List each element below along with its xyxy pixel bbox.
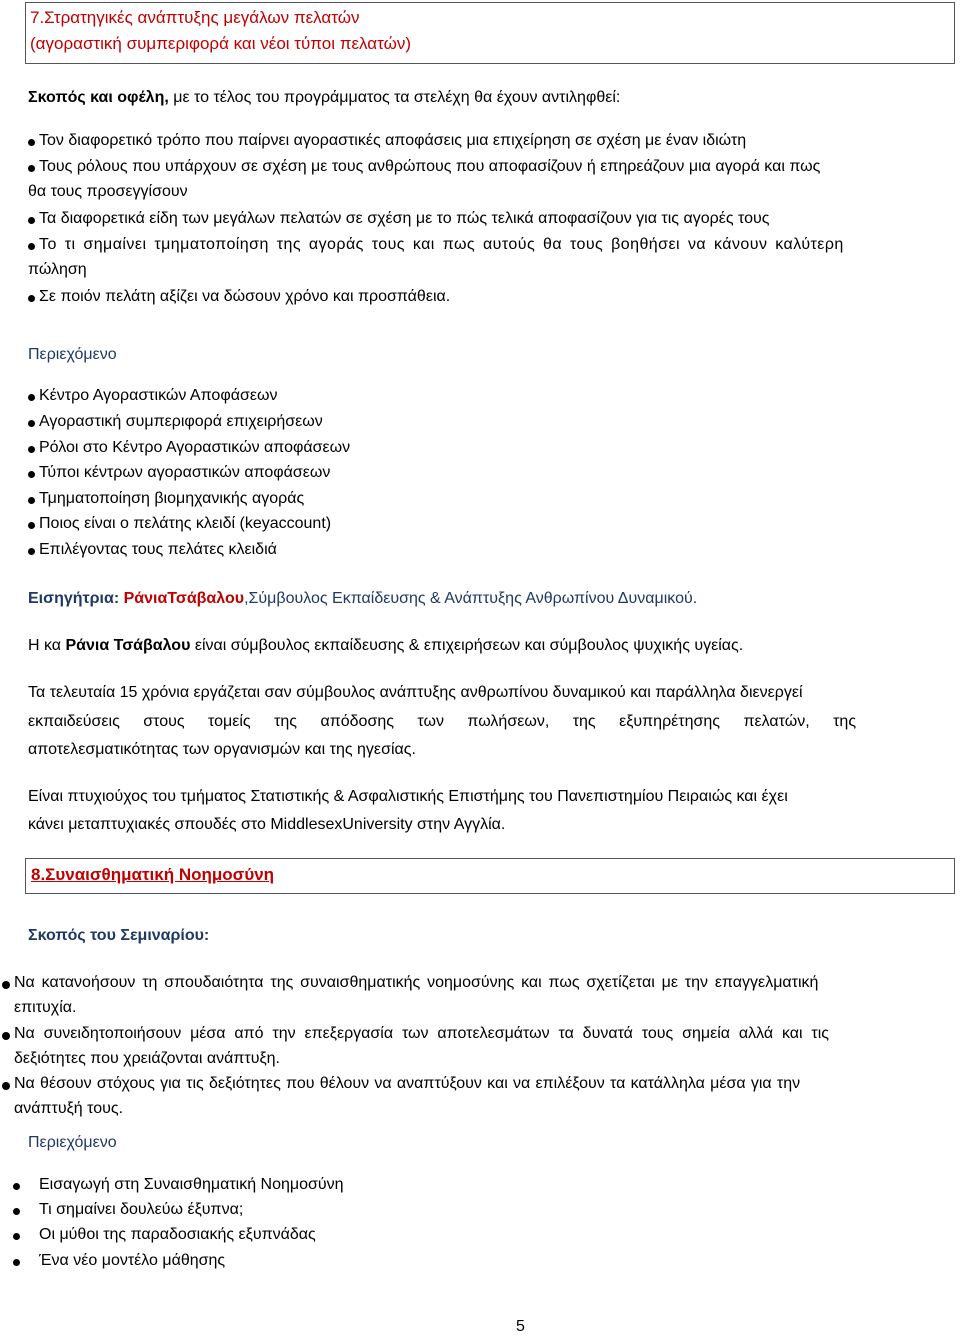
bullet-icon xyxy=(28,548,35,555)
instructor-name-bold: Ράνια Τσάβαλου xyxy=(65,637,191,654)
list-item-continuation: θα τους προσεγγίσουν xyxy=(28,183,188,200)
bullet-icon xyxy=(28,497,35,504)
bullet-icon xyxy=(13,1233,20,1240)
bullet-icon xyxy=(28,165,35,172)
bullet-icon xyxy=(13,1183,20,1190)
instructor-role: ,Σύμβουλος Εκπαίδευσης & Ανάπτυξης Ανθρωπίνου Δυναμικού. xyxy=(244,590,698,607)
contents-heading: Περιεχόμενο xyxy=(28,346,117,363)
bullet-icon xyxy=(2,1082,10,1090)
section-8-heading xyxy=(25,858,955,894)
instructor-name: ΡάνιαΤσάβαλου xyxy=(123,590,245,607)
bullet-icon xyxy=(2,1032,10,1040)
bio-paragraph-2-line-2: εκπαιδεύσεις στους τομείς της απόδοσης των πωλήσεων, της εξυπηρέτησης πελατών, της xyxy=(28,713,857,730)
bullet-icon xyxy=(28,471,35,478)
instructor-label: Εισηγήτρια: xyxy=(28,590,120,607)
instructor-line xyxy=(28,590,697,608)
bullet-icon xyxy=(28,446,35,453)
bullet-icon xyxy=(28,522,35,529)
list-item-continuation: δεξιότητες που χρειάζονται ανάπτυξη. xyxy=(14,1050,280,1067)
bullet-icon xyxy=(28,394,35,401)
list-item-continuation: πώληση xyxy=(28,261,87,278)
aim-label: Σκοπός και οφέλη, xyxy=(28,89,169,106)
bio-paragraph-2-line-1: Τα τελευταία 15 χρόνια εργάζεται σαν σύμβουλος ανάπτυξης ανθρωπίνου δυναμικού και παράλληλα διενεργεί xyxy=(28,684,803,701)
section-7-aim-intro xyxy=(28,89,620,107)
bio-paragraph-1: Η κα Ράνια Τσάβαλου είναι σύμβουλος εκπαίδευσης & επιχειρήσεων και σύμβουλος ψυχικής υγείας. xyxy=(28,637,744,654)
bio-paragraph-3-line-1: Είναι πτυχιούχος του τμήματος Στατιστικής & Ασφαλιστικής Επιστήμης του Πανεπιστημίου Πειραιώς και έχει xyxy=(28,788,788,805)
bullet-icon xyxy=(28,217,35,224)
bullet-icon xyxy=(13,1259,20,1266)
bullet-icon xyxy=(13,1208,20,1215)
section-7-title: 7.Στρατηγικές ανάπτυξης μεγάλων πελατών xyxy=(30,8,360,27)
section-8-aim-label: Σκοπός του Σεμιναρίου: xyxy=(28,927,210,944)
bullet-icon xyxy=(28,420,35,427)
bio-paragraph-3-line-2: κάνει μεταπτυχιακές σπουδές στο MiddlesexUniversity στην Αγγλία. xyxy=(28,816,506,833)
bullet-icon xyxy=(28,139,35,146)
list-item-continuation: επιτυχία. xyxy=(14,999,77,1016)
section-8-title: 8.Συναισθηματική Νοημοσύνη xyxy=(31,865,275,884)
section-7-subtitle: (αγοραστική συμπεριφορά και νέοι τύποι πελατών) xyxy=(30,34,412,53)
section-7-heading xyxy=(25,2,955,64)
aim-text: με το τέλος του προγράμματος τα στελέχη θα έχουν αντιληφθεί: xyxy=(168,89,621,106)
document-page: 7.Στρατηγικές ανάπτυξης μεγάλων πελατών (αγοραστική συμπεριφορά και νέοι τύποι πελατών) Σκοπός και οφέλη, με το τέλος του προγράμματος τα στελέχη θα έχουν αντιληφθεί: Τον διαφορετικό τρόπο που παίρνει αγοραστικές αποφάσεις μια επιχείρηση σε σχέση με έναν ιδιώτη Τους ρόλους που υπάρχουν σε σχέση με τους ανθρώπους που αποφασίζουν ή επηρεάζουν μια αγορά και πως θα τους προσεγγίσουν Τα διαφορετικά είδη των μεγάλων πελατών σε σχέση με το πώς τελικά αποφασίζουν για τις αγορές τους Το τι σημαίνει τμηματοποίηση της αγοράς τους και πως αυτούς θα τους βοηθήσει να κάνουν καλύτερη πώληση Σε ποιόν πελάτη αξίζει να δώσουν χρόνο και προσπάθεια. Περιεχόμενο Κέντρο Αγοραστικών Αποφάσεων Αγοραστική συμπεριφορά επιχειρήσεων Ρόλοι στο Κέντρο Αγοραστικών αποφάσεων Τύποι κέντρων αγοραστικών αποφάσεων Τμηματοποίηση βιομηχανικής αγοράς Ποιος είναι ο πελάτης κλειδί (keyaccount) Επιλέγοντας τους πελάτες κλειδιά Εισηγήτρια: ΡάνιαΤσάβαλου,Σύμβουλος Εκπαίδευσης & Ανάπτυξης Ανθρωπίνου Δυναμικού. Η κα Ράνια Τσάβαλου είναι σύμβουλος εκπαίδευσης & επιχειρήσεων και σύμβουλος ψυχικής υγείας. Τα τελευταία 15 χρόνια εργάζεται σαν σύμβουλος ανάπτυξης ανθρωπίνου δυναμικού και παράλληλα διενεργεί εκπαιδεύσεις στους τομείς της απόδοσης των πωλήσεων, της εξυπηρέτησης πελατών, της αποτελεσματικότητας των οργανισμών και της ηγεσίας. Είναι πτυχιούχος του τμήματος Στατιστικής & Ασφαλιστικής Επιστήμης του Πανεπιστημίου Πειραιώς και έχει κάνει μεταπτυχιακές σπουδές στο MiddlesexUniversity στην Αγγλία. 8.Συναισθηματική Νοημοσύνη Σκοπός του Σεμιναρίου: Να κατανοήσουν τη σπουδαιότητα της συναισθηματικής νοημοσύνης και πως σχετίζεται με την επαγγελματική επιτυχία. Να συνειδητοποιήσουν μέσα από την επεξεργασία των αποτελεσμάτων τα δυνατά τους σημεία αλλά και τις δεξιότητες που χρειάζονται ανάπτυξη. Να θέσουν στόχους για τις δεξιότητες που θέλουν να αναπτύξουν και να επιλέξουν τα κατάλληλα μέσα για την ανάπτυξή τους. Περιεχόμενο Εισαγωγή στη Συναισθηματική Νοημοσύνη Τι σημαίνει δουλεύω έξυπνα; Οι μύθοι της παραδοσιακής εξυπνάδας Ένα νέο μοντέλο μάθησης 5 xyxy=(0,0,960,1336)
bio-paragraph-2-line-3: αποτελεσματικότητας των οργανισμών και της ηγεσίας. xyxy=(28,741,416,758)
page-number: 5 xyxy=(516,1318,525,1335)
bullet-icon xyxy=(28,295,35,302)
bullet-icon xyxy=(28,243,35,250)
bullet-icon xyxy=(2,981,10,989)
list-item-continuation: ανάπτυξή τους. xyxy=(14,1100,124,1117)
contents-heading: Περιεχόμενο xyxy=(28,1134,117,1151)
